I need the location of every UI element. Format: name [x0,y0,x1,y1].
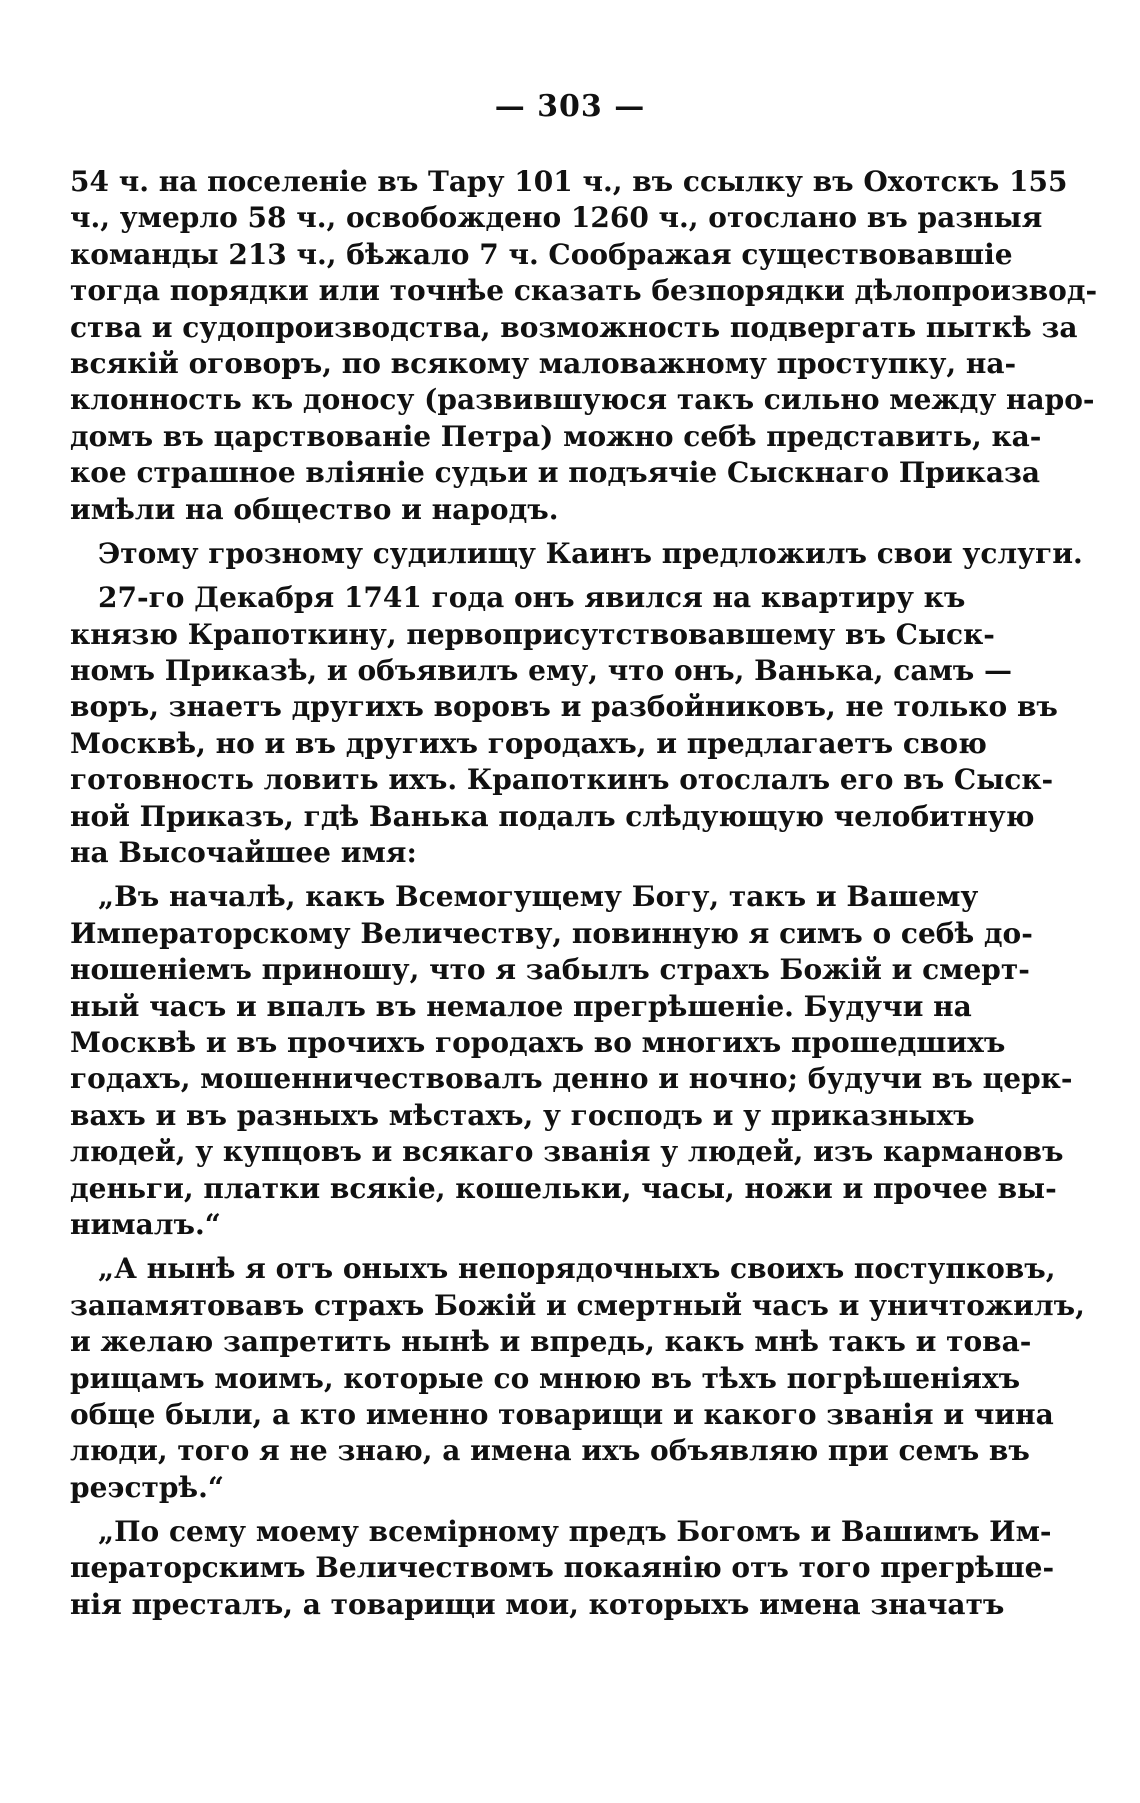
page-number: — 303 — [494,89,646,124]
text-line: ной Приказъ, гдѣ Ванька подалъ слѣдующую челобитную [70,799,1035,833]
text-line: Москвѣ, но и въ другихъ городахъ, и предлагаетъ свою [70,726,987,760]
text-line: реэстрѣ.“ [70,1470,224,1504]
text-line: запамятовавъ страхъ Божій и смертный часъ и уничтожилъ, [70,1288,1085,1322]
text-line: люди, того я не знаю, а имена ихъ объявляю при семъ въ [70,1434,1030,1468]
text-line: Императорскому Величеству, повинную я симъ о себѣ до- [70,916,1033,950]
text-line: ператорскимъ Величествомъ покаянію отъ того прегрѣше- [70,1551,1055,1585]
text-line: команды 213 ч., бѣжало 7 ч. Соображая существовавшіе [70,237,1013,271]
text-line: 54 ч. на поселеніе въ Тару 101 ч., въ ссылку въ Охотскъ 155 [70,165,1068,198]
text-line: нималъ.“ [70,1207,221,1241]
paragraph [70,879,1073,1243]
paragraph [70,164,1098,528]
text-line: и желаю запретить нынѣ и впредь, какъ мнѣ такъ и това- [70,1325,1032,1359]
text-line: годахъ, мошенничествовалъ денно и ночно; будучи въ церк- [70,1062,1073,1096]
text-line: ч., умерло 58 ч., освобождено 1260 ч., отослано въ разныя [70,201,1043,235]
text-line: Москвѣ и въ прочихъ городахъ во многихъ прошедшихъ [70,1025,1006,1059]
text-line: тогда порядки или точнѣе сказать безпорядки дѣлопроизвод- [70,274,1098,308]
text-line: имѣли на общество и народъ. [70,492,559,526]
text-line: князю Крапоткину, первоприсутствовавшему въ Сыск- [70,617,995,651]
text-line: всякій оговоръ, по всякому маловажному проступку, на- [70,346,1017,380]
text-line: воръ, знаетъ другихъ воровъ и разбойниковъ, не только въ [70,690,1058,724]
text-line: ношеніемъ приношу, что я забылъ страхъ Божій и смерт- [70,953,1030,987]
text-line: кое страшное вліяніе судьи и подъячіе Сыскнаго Приказа [70,456,1040,490]
page-text [70,164,1098,1631]
text-line: „Въ началѣ, какъ Всемогущему Богу, такъ и Вашему [98,880,979,914]
text-line: клонность къ доносу (развившуюся такъ сильно между наро- [70,383,1095,417]
text-line: „По сему моему всемірному предъ Богомъ и Вашимъ Им- [98,1515,1052,1549]
text-line: нія престалъ, а товарищи мои, которыхъ имена значатъ [70,1587,1005,1621]
text-line: рищамъ моимъ, которые со мнюю въ тѣхъ погрѣшеніяхъ [70,1361,1021,1395]
text-line: деньги, платки всякіе, кошельки, часы, ножи и прочее вы- [70,1171,1057,1205]
text-line: обще были, а кто именно товарищи и какого званія и чина [70,1397,1054,1431]
text-line: ный часъ и впалъ въ немалое прегрѣшеніе. Будучи на [70,989,972,1023]
text-line: ства и судопроизводства, возможность подвергать пыткѣ за [70,310,1078,344]
text-line: готовность ловить ихъ. Крапоткинъ отослалъ его въ Сыск- [70,763,1054,797]
paragraph [70,580,1058,871]
text-line: Этому грозному судилищу Каинъ предложилъ свои услуги. [98,536,1083,570]
paragraph [70,1251,1085,1506]
text-line: 27-го Декабря 1741 года онъ явился на квартиру къ [98,581,966,615]
text-line: номъ Приказѣ, и объявилъ ему, что онъ, Ванька, самъ — [70,654,1013,688]
text-line: „А нынѣ я отъ оныхъ непорядочныхъ своихъ поступковъ, [98,1252,1056,1286]
text-line: домъ въ царствованіе Петра) можно себѣ представить, ка- [70,419,1042,453]
text-line: людей, у купцовъ и всякаго званія у людей, изъ кармановъ [70,1135,1064,1169]
text-line: на Высочайшее имя: [70,836,417,870]
paragraph [70,536,1083,572]
text-line: вахъ и въ разныхъ мѣстахъ, у господъ и у приказныхъ [70,1098,975,1132]
paragraph [70,1514,1055,1623]
